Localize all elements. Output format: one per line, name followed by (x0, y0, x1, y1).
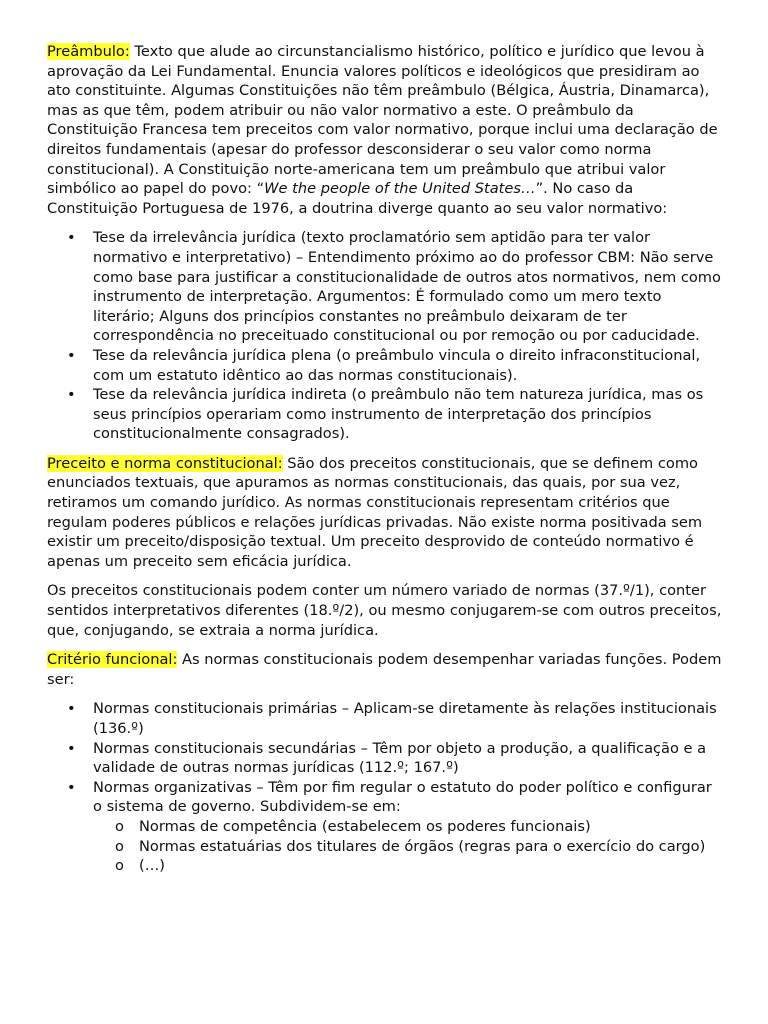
preambulo-quote: We the people of the United States… (264, 180, 536, 198)
bullet-marker: • (67, 386, 76, 404)
preambulo-text: Texto que alude ao circunstancialismo histórico, político e jurídico que levou à aprovação da Lei Fundamental. Enuncia valores políticos e ideológicos que presidiram ao ato constituinte. Algumas Constituições não têm preâmbulo (Bélgica, Áustria, Dinamarca), mas as que têm, podem atribuir ou não valor normativo a este. O preâmbulo da Constituição Francesa tem preceitos com valor normativo, porque inclui uma declaração de direitos fundamentais (apesar do professor desconsiderar o seu valor como norma constitucional). A Constituição norte-americana tem um preâmbulo que atribui valor simbólico ao papel do povo: “ (47, 43, 718, 198)
sub-list-item (93, 817, 723, 837)
list-item-text: Tese da relevância jurídica indireta (o preâmbulo não tem natureza jurídica, mas os seus princípios operariam como instrumento de interpretação dos princípios constitucionalmente consagrados). (93, 386, 704, 443)
list-item-text: Normas constitucionais secundárias – Têm por objeto a produção, a qualificação e a validade de outras normas jurídicas (112.º; 167.º) (93, 739, 707, 777)
sub-bullet-marker: o (115, 857, 124, 875)
list-item-text: Normas organizativas – Têm por fim regular o estatuto do poder político e configurar o sistema de governo. Subdividem-se em: (93, 778, 712, 816)
bullet-marker: • (67, 229, 76, 247)
bullet-marker: • (67, 700, 76, 718)
preambulo-bullet-list (47, 228, 723, 444)
preambulo-heading: Preâmbulo: (47, 43, 130, 60)
preceito-paragraph (47, 454, 723, 572)
sub-list-item-text: Normas de competência (estabelecem os poderes funcionais) (139, 817, 591, 835)
list-item (47, 228, 723, 346)
sub-list-item (93, 856, 723, 876)
sub-list-item-text: (…) (139, 857, 165, 875)
sub-bullet-marker: o (115, 837, 124, 855)
bullet-marker: • (67, 346, 76, 364)
preambulo-paragraph (47, 42, 723, 218)
sub-bullet-marker: o (115, 817, 124, 835)
sub-list-item-text: Normas estatuárias dos titulares de órgãos (regras para o exercício do cargo) (139, 837, 706, 855)
preceito-text: São dos preceitos constitucionais, que se definem como enunciados textuais, que apuramos as normas constitucionais, das quais, por sua vez, retiramos um comando jurídico. As normas constitucionais representam critérios que regulam poderes públicos e relações jurídicas privadas. Não existe norma positivada sem existir um preceito/disposição textual. Um preceito desprovido de conteúdo normativo é apenas um preceito sem eficácia jurídica. (47, 454, 703, 570)
bullet-marker: • (67, 739, 76, 757)
sub-list-item (93, 837, 723, 857)
list-item (47, 778, 723, 876)
list-item-text: Normas constitucionais primárias – Aplicam-se diretamente às relações institucionais (136.º) (93, 700, 717, 737)
list-item (47, 346, 723, 385)
criterio-heading: Critério funcional: (47, 651, 178, 669)
sub-bullet-list (93, 817, 723, 876)
list-item (47, 699, 723, 738)
criterio-text: As normas constitucionais podem desempenhar variadas funções. Podem ser: (47, 651, 722, 688)
criterio-bullet-list (47, 699, 723, 875)
criterio-paragraph (47, 650, 723, 689)
list-item (47, 385, 723, 444)
document-page (47, 42, 723, 886)
bullet-marker: • (67, 778, 76, 796)
preceito-paragraph-2: Os preceitos constitucionais podem conter um número variado de normas (37.º/1), conter sentidos interpretativos diferentes (18.º/2), ou mesmo conjugarem-se com outros preceitos, que, conjugando, se extraia a norma jurídica. (47, 582, 722, 639)
preambulo-text-after: ”. No caso da Constituição Portuguesa de 1976, a doutrina diverge quanto ao seu valor normativo: (47, 180, 668, 217)
list-item (47, 739, 723, 778)
list-item-text: Tese da irrelevância jurídica (texto proclamatório sem aptidão para ter valor normativo e interpretativo) – Entendimento próximo ao do professor CBM: Não serve como base para justificar a constitucionalidade de outros atos normativos, nem como instrumento de interpretação. Argumentos: É formulado como um mero texto literário; Alguns dos princípios constantes no preâmbulo deixaram de ter correspondência no preceituado constitucional ou por remoção ou por caducidade. (93, 229, 721, 345)
list-item-text: Tese da relevância jurídica plena (o preâmbulo vincula o direito infraconstitucional, com um estatuto idêntico ao das normas constitucionais). (93, 346, 701, 384)
preceito-heading: Preceito e norma constitucional: (47, 454, 283, 472)
